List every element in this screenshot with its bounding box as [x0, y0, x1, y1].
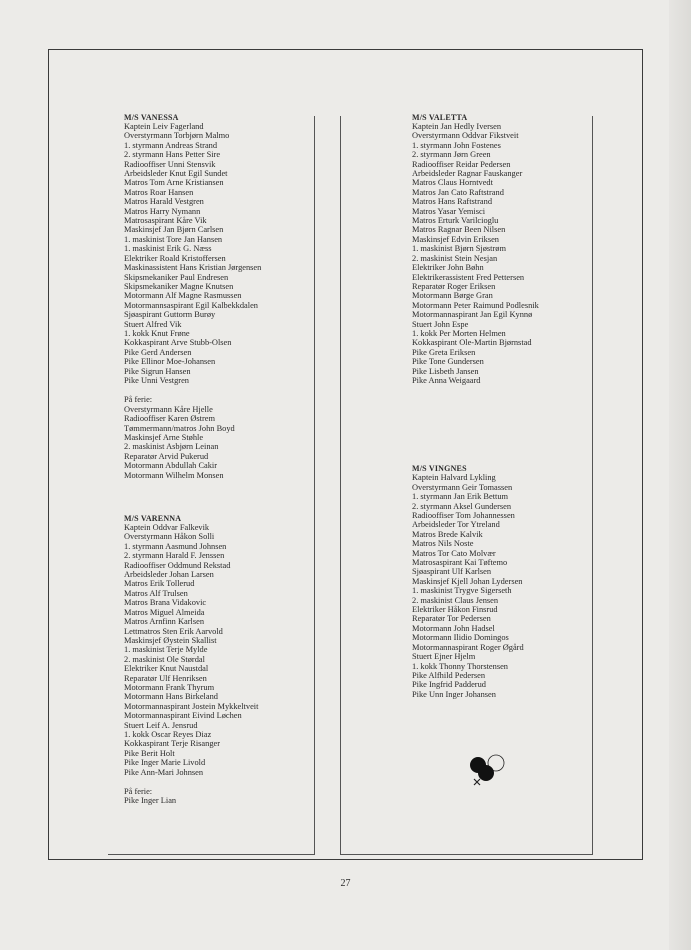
crew-entry: Kokkaspirant Ole-Martin Bjørnstad: [412, 338, 532, 348]
crew-entry: Reparatør Roger Eriksen: [412, 281, 496, 291]
crew-entry: Matros Harald Vestgren: [124, 197, 204, 207]
crew-entry: Motormann John Hadsel: [412, 623, 495, 633]
crew-entry: Elektrikerassistent Fred Pettersen: [412, 272, 525, 282]
crew-entry: Kokkaspirant Terje Risanger: [124, 739, 221, 749]
crew-entry: Kaptein Oddvar Falkevik: [124, 523, 210, 533]
crew-list: [124, 122, 324, 385]
crew-entry: Kokkaspirant Arve Stubb-Olsen: [124, 338, 232, 348]
crew-entry: Matros Yasar Yemisci: [412, 206, 486, 216]
crew-entry: Stuert Alfred Vik: [124, 319, 182, 329]
crew-entry: Radiooffiser Reidar Pedersen: [412, 159, 511, 169]
crew-entry: Matros Miguel Almeida: [124, 607, 205, 617]
crew-entry: 2. maskinist Ole Størdal: [124, 654, 205, 664]
crew-entry: Matros Alf Trulsen: [124, 588, 188, 598]
left-column: [124, 113, 324, 806]
crew-entry: 1. maskinist Erik G. Næss: [124, 244, 212, 254]
crew-entry: Motormannaspirant Jostein Mykkeltveit: [124, 701, 259, 711]
page-edge-shadow: [669, 0, 691, 950]
company-circles-logo: [466, 753, 512, 793]
crew-entry: Matros Nils Noste: [412, 539, 474, 549]
crew-entry: Pike Ingfrid Padderud: [412, 680, 486, 690]
crew-entry: Maskinsjef Jan Bjørn Carlsen: [124, 225, 224, 235]
crew-entry: 1. styrmann Andreas Strand: [124, 140, 218, 150]
crew-entry: Overstyrmann Oddvar Fikstveit: [412, 131, 519, 141]
crew-entry: 2. maskinist Claus Jensen: [412, 595, 499, 605]
crew-entry: Pike Tone Gundersen: [412, 357, 484, 367]
crew-entry: Maskinsjef Arne Støhle: [124, 433, 204, 442]
crew-entry: Pike Lisbeth Jansen: [412, 366, 479, 376]
crew-entry: Matros Arnfinn Karlsen: [124, 617, 205, 627]
crew-entry: Reparatør Ulf Henriksen: [124, 673, 207, 683]
crew-entry: Matrosaspirant Kai Tøftemo: [412, 558, 508, 568]
crew-entry: Matros Ragnar Been Nilsen: [412, 225, 506, 235]
crew-entry: Pike Ann-Mari Johnsen: [124, 767, 204, 777]
crew-entry: Motormannsaspirant Egil Kalbekkdalen: [124, 300, 258, 310]
crew-entry: Sjøaspirant Ulf Karlsen: [412, 567, 492, 577]
crew-entry: Maskinsjef Øystein Skallist: [124, 635, 217, 645]
crew-entry: Matrosaspirant Kåre Vik: [124, 216, 207, 226]
crew-entry: Stuert Ejner Hjelm: [412, 652, 476, 662]
ship-varenna: [124, 514, 324, 806]
crew-entry: Matros Roar Hansen: [124, 187, 194, 197]
crew-entry: Overstyrmann Håkon Solli: [124, 532, 215, 542]
right-column-bottom-rule: [340, 854, 593, 855]
crew-entry: 2. styrmann Hans Petter Sire: [124, 150, 221, 160]
crew-entry: Motormann Peter Raimund Podlesnik: [412, 300, 539, 310]
crew-entry: Overstyrmann Geir Tomassen: [412, 482, 513, 492]
crew-entry: Matros Hans Raftstrand: [412, 197, 493, 207]
crew-entry: Kaptein Leiv Fagerland: [124, 122, 204, 131]
vacation-label: På ferie:: [124, 787, 153, 796]
crew-entry: Skipsmekaniker Magne Knutsen: [124, 281, 234, 291]
crew-entry: Overstyrmann Torbjørn Malmo: [124, 131, 230, 141]
crew-entry: Lettmatros Sten Erik Aarvold: [124, 626, 223, 636]
crew-entry: Elektriker John Bøhn: [412, 263, 484, 273]
crew-entry: Pike Inger Lian: [124, 796, 177, 806]
crew-entry: Pike Ellinor Moe-Johansen: [124, 357, 216, 367]
crew-entry: 2. styrmann Harald F. Jenssen: [124, 551, 225, 561]
crew-entry: Elektriker Knut Naustdal: [124, 664, 209, 674]
crew-entry: 1. kokk Thonny Thorstensen: [412, 661, 508, 671]
crew-entry: Pike Berit Holt: [124, 748, 175, 758]
crew-list: [412, 122, 612, 385]
crew-entry: Motormannaspirant Jan Egil Kynnø: [412, 310, 533, 320]
ship-valetta: [412, 113, 612, 385]
crew-entry: Matros Brana Vidakovic: [124, 598, 207, 608]
crew-entry: Radiooffiser Karen Østrem: [124, 414, 216, 424]
crew-entry: 1. maskinist Tore Jan Hansen: [124, 234, 223, 244]
logo-circle-dark-bottom: [478, 765, 494, 781]
ship-title: M/S VINGNES: [412, 464, 467, 474]
crew-entry: Motormann Frank Thyrum: [124, 682, 215, 692]
crew-entry: Matros Erturk Varilcioglu: [412, 216, 499, 226]
crew-entry: 1. maskinist Trygve Sigerseth: [412, 586, 512, 596]
page-number: 27: [340, 878, 351, 889]
crew-entry: Reparatør Tor Pedersen: [412, 614, 491, 624]
ship-vingnes: [412, 464, 612, 699]
crew-entry: Tømmermann/matros John Boyd: [124, 423, 235, 433]
ship-title: M/S VALETTA: [412, 113, 468, 122]
crew-entry: Motormann Ilidio Domingos: [412, 633, 509, 643]
crew-entry: 2. maskinist Asbjørn Leinan: [124, 442, 219, 452]
crew-entry: Motormann Abdullah Cakir: [124, 461, 218, 471]
crew-entry: 1. kokk Oscar Reyes Diaz: [124, 729, 212, 739]
crew-entry: 1. styrmann Jan Erik Bettum: [412, 492, 509, 502]
crew-entry: Arbeidsleder Johan Larsen: [124, 570, 214, 580]
crew-entry: 1. styrmann John Fostenes: [412, 140, 501, 150]
crew-entry: Stuert Leif A. Jensrud: [124, 720, 198, 730]
ship-title: M/S VANESSA: [124, 113, 179, 122]
crew-entry: 2. styrmann Aksel Gundersen: [412, 501, 512, 511]
crew-entry: Motormann Alf Magne Rasmussen: [124, 291, 242, 301]
crew-entry: Matros Harry Nymann: [124, 206, 201, 216]
crew-entry: Matros Jan Cato Raftstrand: [412, 187, 504, 197]
crew-entry: Kaptein Halvard Lykling: [412, 473, 496, 483]
crew-entry: Matros Tor Cato Molvær: [412, 548, 496, 558]
left-column-bottom-rule: [108, 854, 314, 855]
crew-entry: 1. kokk Per Morten Helmen: [412, 328, 506, 338]
crew-entry: Radiooffiser Unni Stensvik: [124, 159, 216, 169]
ship-vanessa: [124, 113, 324, 480]
crew-entry: 2. maskinist Stein Nesjan: [412, 253, 498, 263]
crew-entry: Matros Claus Horntvedt: [412, 178, 493, 188]
crew-entry: Motormann Børge Gran: [412, 291, 493, 301]
crew-entry: Matros Brede Kalvik: [412, 529, 483, 539]
crew-entry: Pike Sigrun Hansen: [124, 366, 191, 376]
crew-entry: Radiooffiser Oddmund Rekstad: [124, 560, 231, 570]
crew-entry: Pike Unn Inger Johansen: [412, 689, 496, 699]
vacation-list: [124, 405, 324, 480]
crew-entry: Overstyrmann Kåre Hjelle: [124, 404, 213, 414]
vacation-list: [124, 796, 324, 805]
crew-entry: Motormannaspirant Roger Øgård: [412, 642, 524, 652]
crew-entry: 1. styrmann Aasmund Johnsen: [124, 541, 227, 551]
crew-entry: Pike Greta Eriksen: [412, 347, 476, 357]
crew-entry: Kaptein Jan Hedly Iversen: [412, 122, 502, 131]
crew-entry: Maskinassistent Hans Kristian Jørgensen: [124, 263, 262, 273]
crew-entry: Pike Inger Marie Livold: [124, 758, 206, 768]
crew-entry: Matros Erik Tollerud: [124, 579, 195, 589]
crew-entry: Elektriker Roald Kristoffersen: [124, 253, 226, 263]
right-column: [412, 113, 612, 699]
crew-entry: Arbeidsleder Knut Egil Sundet: [124, 169, 228, 179]
crew-entry: Stuert John Espe: [412, 319, 469, 329]
crew-entry: Arbeidsleder Tor Ytreland: [412, 520, 500, 530]
crew-entry: Maskinsjef Kjell Johan Lydersen: [412, 576, 523, 586]
crew-entry: Skipsmekaniker Paul Endresen: [124, 272, 229, 282]
crew-list: [412, 473, 612, 699]
crew-entry: Pike Gerd Andersen: [124, 347, 192, 357]
crew-entry: 2. styrmann Jørn Green: [412, 150, 491, 160]
crew-entry: Arbeidsleder Ragnar Fauskanger: [412, 169, 523, 179]
ship-title: M/S VARENNA: [124, 514, 182, 524]
crew-list: [124, 523, 324, 777]
crew-entry: 1. kokk Knut Frøne: [124, 328, 190, 338]
crew-entry: Matros Tom Arne Kristiansen: [124, 178, 224, 188]
logo-star-mark: [474, 779, 480, 785]
crew-entry: 1. maskinist Terje Mylde: [124, 645, 208, 655]
crew-entry: Reparatør Arvid Pukerud: [124, 451, 209, 461]
crew-entry: Radiooffiser Tom Johannessen: [412, 511, 515, 520]
crew-entry: Maskinsjef Edvin Eriksen: [412, 234, 499, 244]
crew-entry: Motormann Hans Birkeland: [124, 692, 218, 702]
crew-entry: 1. maskinist Bjørn Sjøstrøm: [412, 244, 506, 254]
crew-entry: Sjøaspirant Guttorm Burøy: [124, 310, 216, 320]
crew-entry: Motormannaspirant Eivind Løchen: [124, 711, 242, 721]
vacation-label: På ferie:: [124, 395, 153, 405]
crew-entry: Motormann Wilhelm Monsen: [124, 470, 224, 480]
crew-entry: Elektriker Håkon Finsrud: [412, 605, 498, 615]
right-column-left-rule: [340, 116, 341, 855]
crew-entry: Pike Alfhild Pedersen: [412, 670, 486, 680]
crew-entry: Pike Anna Weigaard: [412, 375, 481, 385]
crew-entry: Pike Unni Vestgren: [124, 375, 189, 385]
